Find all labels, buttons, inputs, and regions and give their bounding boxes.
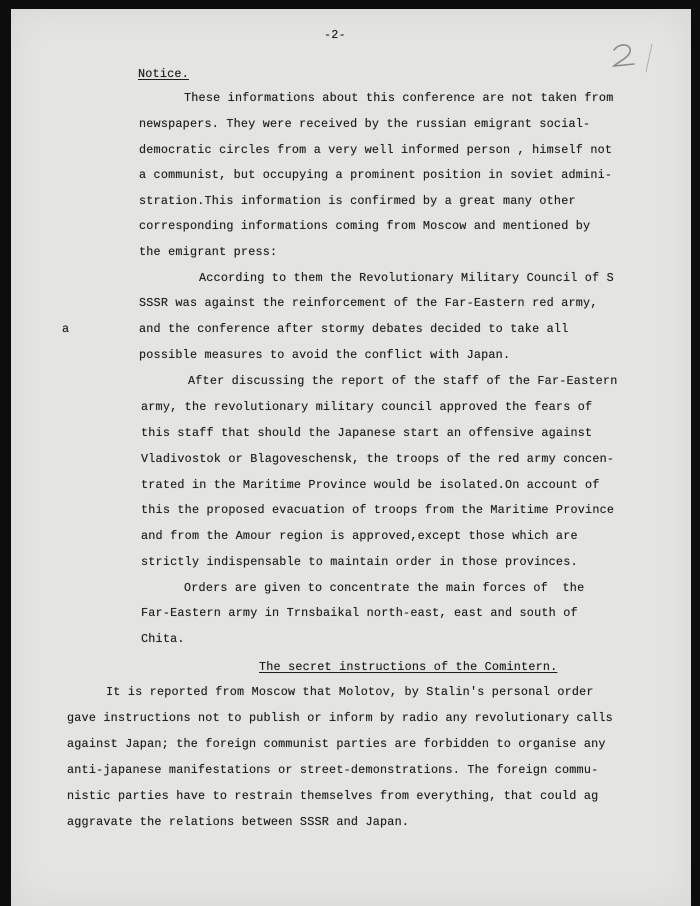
margin-mark: a: [62, 322, 70, 336]
text-line: against Japan; the foreign communist parties are forbidden to organise any: [67, 737, 606, 751]
text-line: SSSR was against the reinforcement of the Far-Eastern red army,: [139, 296, 598, 310]
text-line: and from the Amour region is approved,except those which are: [141, 529, 578, 543]
text-line: aggravate the relations between SSSR and Japan.: [67, 815, 410, 829]
text-line: Orders are given to concentrate the main forces of the: [184, 581, 585, 595]
text-line: and the conference after stormy debates decided to take all: [139, 322, 569, 336]
text-line: newspapers. They were received by the russian emigrant social-: [139, 117, 591, 131]
text-line: According to them the Revolutionary Military Council of S: [199, 271, 614, 285]
text-line: After discussing the report of the staff of the Far-Eastern: [188, 374, 618, 388]
text-line: These informations about this conference are not taken from: [184, 91, 614, 105]
text-line: Chita.: [141, 632, 185, 646]
handwritten-page-number: [608, 40, 664, 76]
text-line: It is reported from Moscow that Molotov, by Stalin's personal order: [106, 685, 594, 699]
scan-border: [691, 0, 700, 906]
text-line: stration.This information is confirmed by a great many other: [139, 194, 576, 208]
text-line: democratic circles from a very well informed person , himself not: [139, 143, 613, 157]
text-line: gave instructions not to publish or inform by radio any revolutionary calls: [67, 711, 613, 725]
text-line: the emigrant press:: [139, 245, 278, 259]
page-number: -2-: [324, 28, 346, 42]
notice-heading: Notice.: [138, 67, 189, 81]
text-line: a communist, but occupying a prominent position in soviet admini-: [139, 168, 613, 182]
text-line: anti-japanese manifestations or street-demonstrations. The foreign commu-: [67, 763, 599, 777]
section-subheading: The secret instructions of the Comintern.: [259, 660, 558, 674]
text-line: this staff that should the Japanese start an offensive against: [141, 426, 593, 440]
text-line: Far-Eastern army in Trnsbaikal north-east, east and south of: [141, 606, 578, 620]
text-line: trated in the Maritime Province would be isolated.On account of: [141, 478, 600, 492]
text-line: army, the revolutionary military council approved the fears of: [141, 400, 593, 414]
text-line: possible measures to avoid the conflict with Japan.: [139, 348, 511, 362]
text-line: nistic parties have to restrain themselves from everything, that could ag: [67, 789, 599, 803]
text-line: Vladivostok or Blagoveschensk, the troops of the red army concen-: [141, 452, 615, 466]
text-line: this the proposed evacuation of troops from the Maritime Province: [141, 503, 615, 517]
text-line: strictly indispensable to maintain order in those provinces.: [141, 555, 578, 569]
text-line: corresponding informations coming from Moscow and mentioned by: [139, 219, 591, 233]
